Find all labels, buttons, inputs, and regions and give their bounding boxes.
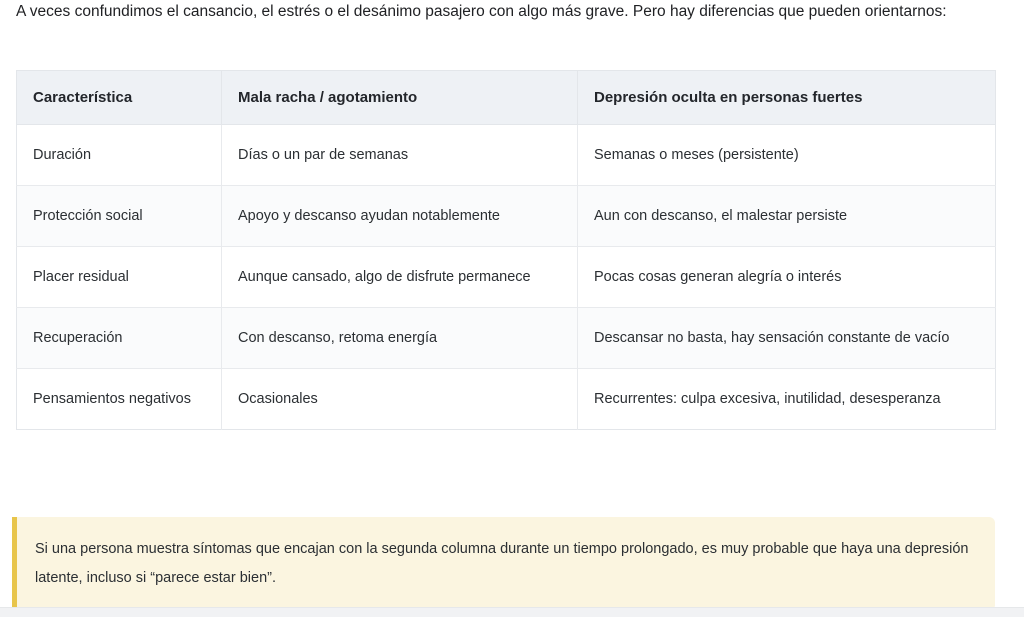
cell-caracteristica: [17, 369, 222, 430]
cell-text: Protección social: [33, 208, 143, 224]
page-bottom-edge: [0, 607, 1024, 617]
cell-text: Placer residual: [33, 269, 129, 285]
cell-text: Días o un par de semanas: [238, 147, 409, 163]
table-body: [17, 125, 996, 430]
cell-depresion: [578, 125, 996, 186]
table-row: [17, 125, 996, 186]
cell-text: Duración: [33, 147, 92, 163]
cell-text: Semanas o meses (persistente): [594, 147, 799, 163]
cell-text: Recuperación: [33, 330, 123, 346]
table-row: [17, 247, 996, 308]
cell-caracteristica: [17, 247, 222, 308]
cell-mala-racha: [222, 369, 578, 430]
cell-text: Aunque cansado, algo de disfrute permanece: [238, 269, 531, 285]
column-header-caracteristica: Característica: [17, 71, 222, 125]
cell-text: Con descanso, retoma energía: [238, 330, 438, 346]
cell-mala-racha: [222, 186, 578, 247]
comparison-table: [16, 70, 996, 430]
comparison-table-container: [16, 70, 995, 430]
table-row: [17, 308, 996, 369]
cell-mala-racha: [222, 247, 578, 308]
cell-text: Pensamientos negativos: [33, 391, 191, 407]
table-row: [17, 186, 996, 247]
cell-depresion: [578, 186, 996, 247]
cell-caracteristica: [17, 125, 222, 186]
cell-text: Pocas cosas generan alegría o interés: [594, 269, 842, 285]
cell-mala-racha: [222, 125, 578, 186]
cell-text: Recurrentes: culpa excesiva, inutilidad, desesperanza: [594, 391, 941, 407]
cell-caracteristica: [17, 186, 222, 247]
table-header-row: [17, 71, 996, 125]
intro-paragraph: A veces confundimos el cansancio, el estrés o el desánimo pasajero con algo más grave. Pero hay diferencias que pueden orientarnos:: [16, 3, 947, 20]
highlight-callout: [12, 517, 995, 611]
cell-text: Apoyo y descanso ayudan notablemente: [238, 208, 500, 224]
table-header: [17, 71, 996, 125]
cell-depresion: [578, 308, 996, 369]
column-header-mala-racha: Mala racha / agotamiento: [222, 71, 578, 125]
callout-text: Si una persona muestra síntomas que encajan con la segunda columna durante un tiempo prolongado, es muy probable que haya una depresión latente, incluso si “parece estar bien”.: [35, 541, 969, 586]
cell-depresion: [578, 369, 996, 430]
cell-depresion: [578, 247, 996, 308]
cell-mala-racha: [222, 308, 578, 369]
table-row: [17, 369, 996, 430]
cell-text: Aun con descanso, el malestar persiste: [594, 208, 848, 224]
cell-text: Descansar no basta, hay sensación constante de vacío: [594, 330, 950, 346]
column-header-depresion-oculta: Depresión oculta en personas fuertes: [578, 71, 996, 125]
cell-caracteristica: [17, 308, 222, 369]
cell-text: Ocasionales: [238, 391, 318, 407]
